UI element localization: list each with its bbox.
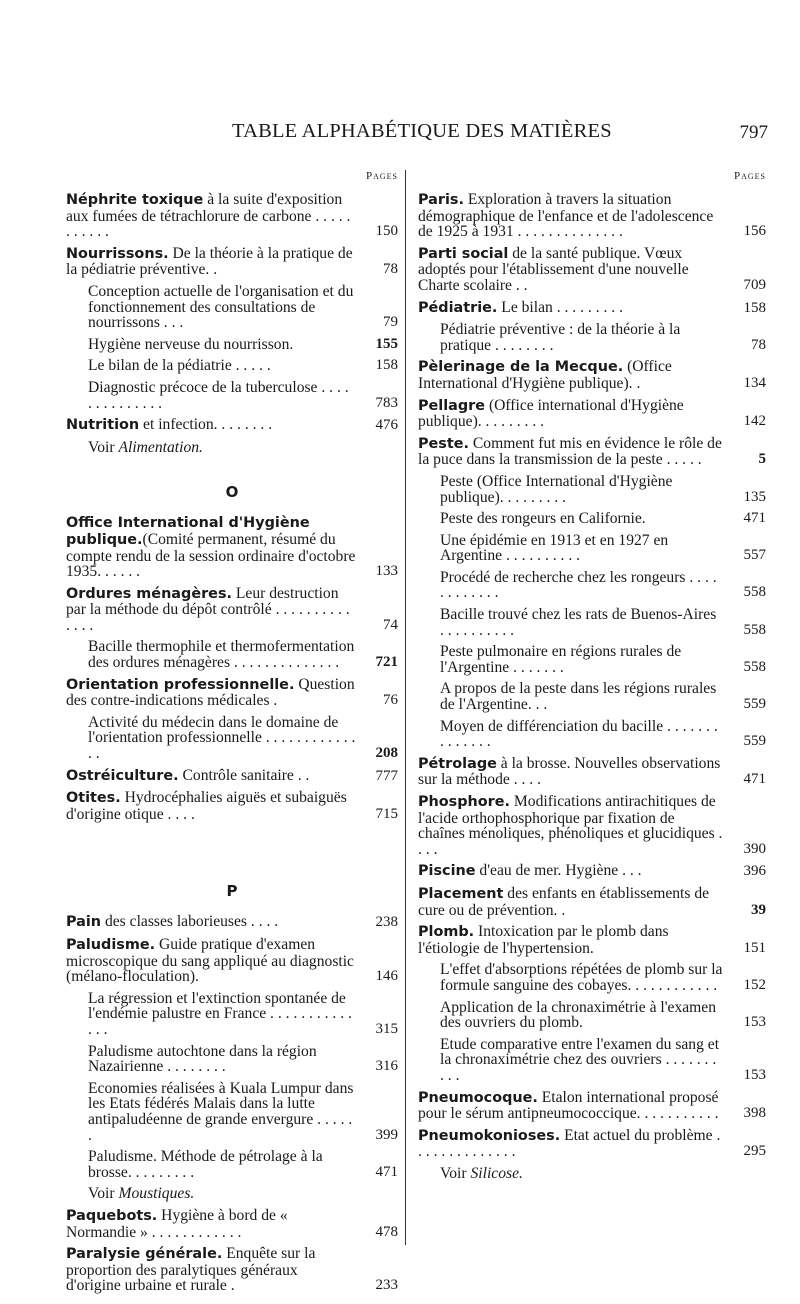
index-entry [418, 192, 766, 240]
entry-term: Plomb. [418, 924, 475, 941]
entry-text [440, 511, 766, 527]
entry-text [440, 570, 766, 601]
index-subentry [66, 337, 398, 353]
index-entry [66, 937, 398, 985]
page-reference: 156 [743, 223, 766, 240]
page-reference: 39 [751, 901, 766, 918]
entry-text [418, 359, 766, 391]
page-reference: 74 [383, 616, 398, 633]
page-reference: 559 [743, 696, 766, 713]
page-reference: 558 [743, 658, 766, 675]
entry-text [88, 337, 398, 353]
page-reference: 557 [743, 547, 766, 564]
page-reference: 208 [375, 745, 398, 762]
page-reference: 135 [743, 488, 766, 505]
index-entry [66, 192, 398, 240]
page-reference: 558 [743, 584, 766, 601]
index-entry [66, 768, 398, 785]
page-reference: 150 [375, 223, 398, 240]
page-reference: 238 [375, 914, 398, 931]
entry-description: Peste pulmonaire en régions rurales de l'Argentine . . . . . . . [440, 643, 682, 676]
entry-term: Phosphore. [418, 794, 511, 810]
entry-description: Guide pratique d'examen microscopique du sang appliqué au diagnostic (mélano-floculation). [66, 936, 354, 986]
entry-term: Parti social [418, 245, 509, 262]
entry-term: Néphrite toxique [66, 192, 204, 208]
entry-term: Pneumocoque. [418, 1089, 538, 1106]
index-subentry [66, 639, 398, 670]
entry-text [418, 756, 766, 788]
index-subentry [418, 570, 766, 601]
entry-text [440, 607, 766, 638]
index-entry [66, 246, 398, 278]
entry-text [66, 790, 398, 822]
page-reference: 158 [375, 357, 398, 374]
entry-description: Economies réalisées à Kuala Lumpur dans les Etats fédérés Malais dans la lutte antipaludéenne de grande envergure . . . . . . [88, 1079, 354, 1144]
entry-term: Ostréiculture. [66, 767, 179, 784]
left-column [66, 170, 398, 1300]
see-also-reference [66, 1186, 398, 1202]
entry-description: A propos de la peste dans les régions rurales de l'Argentine. . . [440, 680, 717, 714]
page-reference: 153 [743, 1014, 766, 1031]
entry-text [66, 768, 398, 785]
entry-description: De la théorie à la pratique de la pédiatrie préventive. . [66, 244, 353, 279]
section-letter: O [225, 483, 239, 502]
page-reference: 390 [743, 840, 766, 857]
page-header [0, 120, 800, 150]
see-also-reference [66, 440, 398, 456]
index-entry [418, 756, 766, 788]
entry-text [418, 924, 766, 956]
entry-text [88, 284, 398, 331]
entry-text [66, 937, 398, 985]
entry-text [418, 1090, 766, 1122]
index-entry [66, 790, 398, 822]
entry-text [88, 1149, 398, 1180]
index-subentry [66, 1044, 398, 1075]
entry-description: Pédiatrie préventive : de la théorie à la pratique . . . . . . . . [440, 321, 681, 354]
page-reference: 76 [383, 692, 398, 709]
entry-text [88, 380, 398, 411]
entry-text [66, 417, 398, 434]
page-reference: 315 [375, 1020, 398, 1037]
entry-description: Application de la chronaximétrie à l'examen des ouvriers du plomb. [440, 998, 717, 1032]
entry-description: Enquête sur la proportion des paralytiques généraux d'origine urbaine et rurale . [66, 1245, 316, 1295]
page-reference: 142 [743, 413, 766, 430]
entry-description: Conception actuelle de l'organisation et du fonctionnement des consultations de nourrissons . . . [88, 282, 354, 332]
entry-text [440, 644, 766, 675]
index-subentry [418, 681, 766, 712]
index-entry [418, 924, 766, 956]
index-entry [418, 794, 766, 857]
index-entry [418, 436, 766, 468]
index-subentry [66, 715, 398, 762]
entry-text [66, 677, 398, 709]
index-subentry [418, 719, 766, 750]
entry-description: Modifications antirachitiques de l'acide orthophosphorique par fixation de chaînes ménoliques, phénoliques et glucidiques . . . . [418, 793, 723, 858]
entry-description: Bacille trouvé chez les rats de Buenos-Aires . . . . . . . . . . [440, 606, 717, 639]
page-reference: 709 [743, 276, 766, 293]
page-reference: 715 [375, 805, 398, 822]
index-entry [418, 1090, 766, 1122]
entry-term: Paludisme. [66, 937, 156, 953]
entry-text [88, 639, 398, 670]
index-subentry [66, 284, 398, 331]
entry-term: Office International d'Hygiène publique. [66, 515, 310, 548]
page-reference: 558 [743, 621, 766, 638]
page-reference: 471 [743, 510, 766, 527]
see-also-label: Voir [88, 438, 119, 456]
entry-description: Etude comparative entre l'examen du sang et la chronaximétrie chez des ouvriers . . . . . . . . . . [440, 1035, 720, 1084]
entry-description: Leur destruction par la méthode du dépôt contrôlé . . . . . . . . . . . . . . [66, 584, 350, 634]
page-reference: 153 [743, 1066, 766, 1083]
see-also-reference [418, 1166, 766, 1182]
page-reference: 5 [758, 451, 766, 468]
page-reference: 146 [375, 968, 398, 985]
entry-description: Le bilan . . . . . . . . . [497, 298, 623, 316]
see-also-target: Silicose. [470, 1164, 523, 1182]
entry-term: Nourrissons. [66, 245, 169, 262]
entry-text [440, 1000, 766, 1031]
index-subentry [418, 474, 766, 505]
see-also-target: Moustiques. [118, 1185, 195, 1203]
pages-column-label: Pages [733, 170, 766, 182]
entry-text [418, 436, 766, 468]
index-subentry [66, 380, 398, 411]
entry-term: Nutrition [66, 417, 140, 434]
entry-text [66, 1208, 398, 1240]
entry-text [440, 962, 766, 993]
index-subentry [66, 1149, 398, 1180]
index-entry [418, 1128, 766, 1160]
entry-text [66, 515, 398, 579]
index-entry [418, 359, 766, 391]
page-reference: 134 [743, 374, 766, 391]
index-subentry [418, 607, 766, 638]
entry-term: Piscine [418, 863, 476, 880]
index-entry [66, 586, 398, 634]
entry-term: Paquebots. [66, 1207, 158, 1224]
entry-text [418, 246, 766, 294]
entry-description: Paludisme autochtone dans la région Nazairienne . . . . . . . . [88, 1042, 317, 1076]
index-entry [418, 246, 766, 294]
entry-term: Pneumokonioses. [418, 1127, 561, 1144]
entry-description: Exploration à travers la situation démographique de l'enfance et de l'adolescence de 1925 à 1931 . . . . . . . . . . . . . . [418, 191, 714, 241]
entry-text [88, 991, 398, 1038]
page-reference: 295 [743, 1143, 766, 1160]
page-reference: 233 [375, 1277, 398, 1294]
entry-description: (Comité permanent, résumé du compte rendu de la session ordinaire d'octobre 1935. . . . . . [66, 530, 356, 581]
entry-text [418, 886, 766, 918]
entry-text [440, 474, 766, 505]
entry-term: Peste. [418, 435, 469, 452]
page-reference: 478 [375, 1223, 398, 1240]
index-subentry [66, 358, 398, 374]
entry-description: Hygiène à bord de « Normandie » . . . . . . . . . . . . [66, 1206, 288, 1241]
entry-description: de la santé publique. Vœux adoptés pour l'établissement d'une nouvelle Charte scolaire . . [418, 244, 689, 294]
entry-text [418, 863, 766, 880]
entry-text [66, 914, 398, 931]
entry-text [440, 719, 766, 750]
entry-description: Bacille thermophile et thermofermentation des ordures ménagères . . . . . . . . . . . . . . [88, 638, 355, 672]
index-entry [66, 677, 398, 709]
entry-text [88, 715, 398, 762]
index-entry [418, 398, 766, 430]
entry-description: Contrôle sanitaire . . [178, 766, 310, 784]
entry-description: Moyen de différenciation du bacille . . . . . . . . . . . . . . [440, 717, 718, 751]
page-reference: 151 [743, 939, 766, 956]
page-reference: 152 [743, 976, 766, 993]
index-subentry [66, 991, 398, 1038]
page-reference: 133 [375, 563, 398, 580]
page-reference: 155 [375, 335, 398, 352]
entry-description: Diagnostic précoce de la tuberculose . . . . . . . . . . . . . . [88, 378, 349, 412]
see-also-label: Voir [440, 1164, 471, 1182]
page-reference: 78 [383, 261, 398, 278]
entry-term: Pellagre [418, 397, 486, 414]
entry-text [418, 794, 766, 857]
entry-description: des enfants en établissements de cure ou de prévention. . [418, 884, 710, 919]
entry-description: Peste des rongeurs en Californie. [440, 510, 646, 528]
entry-description: (Office International d'Hygiène publique). . [418, 358, 672, 392]
entry-description: Activité du médecin dans le domaine de l'orientation professionnelle . . . . . . . . . . . . . . [88, 713, 356, 763]
page-reference: 158 [743, 299, 766, 316]
page-reference: 559 [743, 733, 766, 750]
column-divider [405, 170, 406, 1245]
pages-column-label: Pages [365, 170, 398, 182]
section-letter: P [226, 882, 238, 901]
index-subentry [418, 644, 766, 675]
entry-text [88, 1081, 398, 1143]
index-subentry [418, 322, 766, 353]
index-subentry [418, 511, 766, 527]
index-subentry [418, 533, 766, 564]
entry-description: Procédé de recherche chez les rongeurs . . . . . . . . . . . . [440, 568, 717, 602]
see-also-label: Voir [88, 1185, 119, 1203]
index-subentry [66, 1081, 398, 1143]
index-subentry [418, 962, 766, 993]
entry-term: Paralysie générale. [66, 1246, 223, 1263]
entry-description: des classes laborieuses . . . . [101, 913, 279, 931]
page-reference: 316 [375, 1058, 398, 1075]
page-reference: 476 [375, 417, 398, 434]
page-reference: 396 [743, 863, 766, 880]
page-reference: 721 [375, 654, 398, 671]
entry-text [418, 1128, 766, 1160]
entry-description: à la suite d'exposition aux fumées de tétrachlorure de carbone . . . . . . . . . . . [66, 191, 351, 241]
entry-description: La régression et l'extinction spontanée de l'endémie palustre en France . . . . . . . . . . . . . . [88, 989, 352, 1038]
see-also-target: Alimentation. [118, 438, 203, 456]
entry-text [440, 533, 766, 564]
entry-description: Hydrocéphalies aiguës et subaiguës d'origine otique . . . . [66, 789, 347, 823]
entry-description: Hygiène nerveuse du nourrisson. [88, 335, 294, 353]
page-reference: 471 [375, 1163, 398, 1180]
entry-description: L'effet d'absorptions répétées de plomb sur la formule sanguine des cobayes. . . . . . . . . . . . [440, 961, 723, 994]
index-entry [418, 300, 766, 317]
entry-text [418, 192, 766, 240]
entry-description: d'eau de mer. Hygiène . . . [475, 862, 642, 880]
page-reference: 398 [743, 1105, 766, 1122]
page-reference: 399 [375, 1126, 398, 1143]
entry-text [66, 1246, 398, 1294]
entry-text [440, 681, 766, 712]
entry-term: Pétrolage [418, 755, 497, 772]
entry-term: Otites. [66, 790, 121, 807]
index-entry [66, 417, 398, 434]
entry-description: (Office international d'Hygiène publique). . . . . . . . . [418, 396, 684, 431]
entry-text [440, 322, 766, 353]
entry-text [88, 1044, 398, 1075]
entry-text [88, 358, 398, 374]
entry-text [418, 398, 766, 430]
index-entry [66, 1246, 398, 1294]
entry-text [418, 300, 766, 317]
page-number: 797 [739, 122, 768, 143]
page-reference: 777 [375, 767, 398, 784]
entry-description: Peste (Office International d'Hygiène publique). . . . . . . . . [440, 472, 673, 506]
entry-term: Pain [66, 914, 102, 931]
page-reference: 78 [751, 336, 766, 353]
entry-text [66, 586, 398, 634]
page-reference: 471 [743, 771, 766, 788]
entry-description: Intoxication par le plomb dans l'étiologie de l'hypertension. [418, 923, 669, 957]
index-entry [418, 886, 766, 918]
entry-description: Une épidémie en 1913 et en 1927 en Argentine . . . . . . . . . . [440, 531, 669, 565]
page-reference: 79 [383, 314, 398, 331]
entry-text [66, 246, 398, 278]
entry-description: Paludisme. Méthode de pétrolage à la brosse. . . . . . . . . [88, 1148, 323, 1181]
entry-term: Pèlerinage de la Mecque. [418, 359, 624, 376]
index-subentry [418, 1000, 766, 1031]
entry-description: à la brosse. Nouvelles observations sur la méthode . . . . [418, 754, 721, 789]
entry-text [440, 1037, 766, 1084]
right-column [418, 170, 766, 1187]
entry-term: Pédiatrie. [418, 299, 498, 316]
entry-description: Le bilan de la pédiatrie . . . . . [88, 357, 271, 375]
entry-description: Comment fut mis en évidence le rôle de la puce dans la transmission de la peste . . . . . [418, 434, 722, 469]
page-reference: 783 [375, 394, 398, 411]
entry-term: Placement [418, 885, 504, 902]
entry-term: Ordures ménagères. [66, 585, 232, 602]
index-entry [66, 914, 398, 931]
entry-description: Question des contre-indications médicales . [66, 675, 355, 710]
index-entry [66, 515, 398, 579]
entry-description: Etat actuel du problème . . . . . . . . . . . . . . [418, 1126, 721, 1161]
index-entry [66, 1208, 398, 1240]
index-entry [418, 863, 766, 880]
entry-term: Paris. [418, 192, 464, 208]
entry-description: Etalon international proposé pour le sérum antipneumococcique. . . . . . . . . . . [418, 1088, 719, 1123]
entry-term: Orientation professionnelle. [66, 676, 295, 693]
page-title: TABLE ALPHABÉTIQUE DES MATIÈRES [232, 120, 612, 142]
index-subentry [418, 1037, 766, 1084]
entry-description: et infection. . . . . . . . [139, 416, 273, 434]
entry-text [66, 192, 398, 240]
